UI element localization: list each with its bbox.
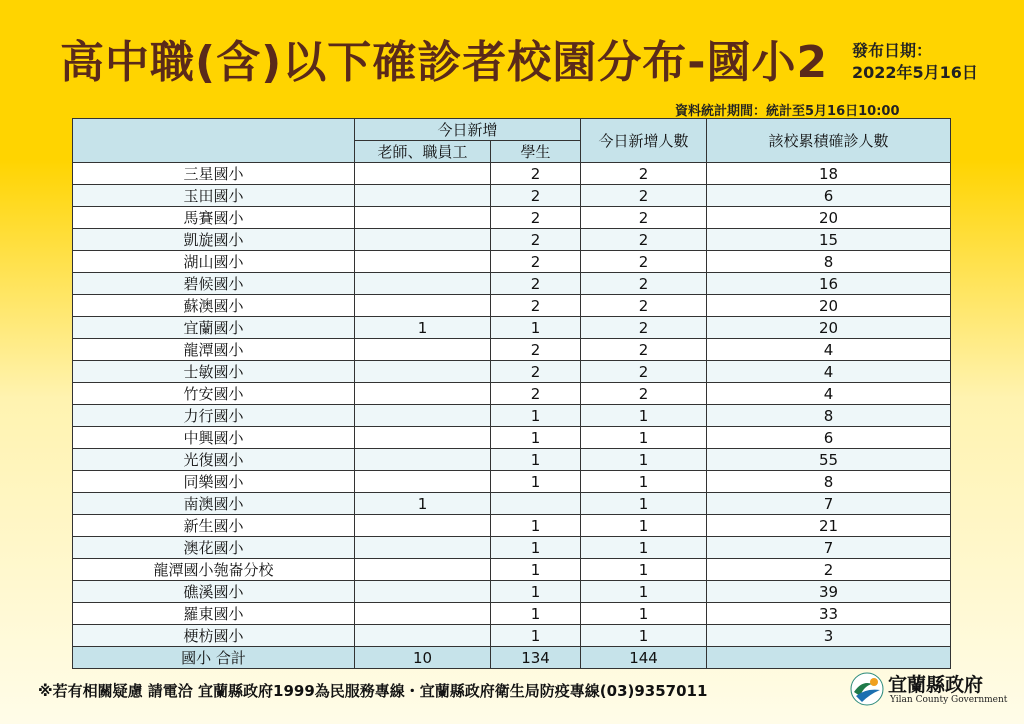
table-row [73,163,951,185]
cell-school: 玉田國小 [73,185,355,207]
cell-staff [355,229,491,251]
total-label: 國小 合計 [73,647,355,669]
table-row [73,493,951,515]
cell-cumulative: 18 [707,163,951,185]
cell-cumulative: 6 [707,185,951,207]
cell-student: 1 [491,427,581,449]
cell-school: 中興國小 [73,427,355,449]
cell-student: 2 [491,339,581,361]
cell-today: 1 [581,493,707,515]
cell-staff [355,163,491,185]
cell-cumulative: 55 [707,449,951,471]
cell-student: 1 [491,449,581,471]
table-row [73,405,951,427]
publish-date [852,40,978,84]
cell-school: 凱旋國小 [73,229,355,251]
cell-cumulative: 3 [707,625,951,647]
cell-school: 士敏國小 [73,361,355,383]
cell-today: 2 [581,383,707,405]
header-staff: 老師、職員工 [355,141,491,163]
cell-school: 澳花國小 [73,537,355,559]
cell-student: 1 [491,471,581,493]
cell-student: 1 [491,625,581,647]
cell-student: 1 [491,405,581,427]
cell-school: 碧候國小 [73,273,355,295]
cell-cumulative: 20 [707,207,951,229]
cell-school: 湖山國小 [73,251,355,273]
cell-today: 2 [581,295,707,317]
cell-staff [355,581,491,603]
table-row [73,383,951,405]
cell-student: 2 [491,229,581,251]
cell-cumulative: 8 [707,405,951,427]
table-row [73,581,951,603]
total-staff: 10 [355,647,491,669]
cell-today: 1 [581,625,707,647]
cell-student: 1 [491,515,581,537]
cell-school: 光復國小 [73,449,355,471]
cell-today: 2 [581,251,707,273]
cell-cumulative: 21 [707,515,951,537]
county-government-logo [850,670,1010,710]
cell-school: 新生國小 [73,515,355,537]
cell-student: 2 [491,207,581,229]
table-row [73,185,951,207]
table-row [73,537,951,559]
cell-school: 三星國小 [73,163,355,185]
cell-today: 1 [581,559,707,581]
cell-student: 2 [491,383,581,405]
cell-student [491,493,581,515]
cell-staff [355,427,491,449]
cell-student: 1 [491,603,581,625]
cell-staff [355,515,491,537]
cell-cumulative: 20 [707,295,951,317]
header-student: 學生 [491,141,581,163]
table-row [73,515,951,537]
contact-footer: ※若有相關疑慮 請電洽 宜蘭縣政府1999為民服務專線・宜蘭縣政府衛生局防疫專線(03)9357011 [38,682,708,700]
table-row [73,449,951,471]
cell-school: 力行國小 [73,405,355,427]
table-row [73,295,951,317]
cell-today: 2 [581,273,707,295]
cell-today: 2 [581,185,707,207]
cell-today: 1 [581,603,707,625]
cell-cumulative: 15 [707,229,951,251]
cell-school: 龍潭國小匏崙分校 [73,559,355,581]
logo-english: Yilan County Government [890,695,1008,705]
cell-staff: 1 [355,317,491,339]
cell-student: 2 [491,295,581,317]
table-row [73,603,951,625]
header-cumulative: 該校累積確診人數 [707,119,951,163]
cell-student: 1 [491,581,581,603]
cell-cumulative: 6 [707,427,951,449]
publish-date-label: 發布日期： [852,41,933,60]
cell-student: 1 [491,317,581,339]
total-today: 144 [581,647,707,669]
cell-today: 2 [581,361,707,383]
cell-student: 2 [491,163,581,185]
cell-today: 2 [581,163,707,185]
cell-staff [355,295,491,317]
cell-school: 竹安國小 [73,383,355,405]
cell-staff [355,383,491,405]
cell-staff [355,251,491,273]
cell-school: 宜蘭國小 [73,317,355,339]
table-row [73,251,951,273]
cell-school: 龍潭國小 [73,339,355,361]
cell-school: 蘇澳國小 [73,295,355,317]
table-row [73,427,951,449]
cell-cumulative: 8 [707,251,951,273]
total-student: 134 [491,647,581,669]
cell-school: 馬賽國小 [73,207,355,229]
total-cumulative [707,647,951,669]
cell-today: 2 [581,207,707,229]
cell-cumulative: 33 [707,603,951,625]
table-row [73,207,951,229]
yilan-county-emblem-icon [850,672,884,706]
table-row [73,625,951,647]
cell-staff [355,449,491,471]
cell-today: 1 [581,537,707,559]
cell-today: 1 [581,405,707,427]
cell-today: 1 [581,471,707,493]
cell-staff [355,361,491,383]
table-row [73,229,951,251]
cell-school: 礁溪國小 [73,581,355,603]
table-row [73,361,951,383]
table-row [73,273,951,295]
cell-staff [355,339,491,361]
cell-cumulative: 4 [707,383,951,405]
cell-staff [355,559,491,581]
table-row [73,339,951,361]
cell-student: 2 [491,361,581,383]
cell-cumulative: 4 [707,361,951,383]
cell-today: 1 [581,581,707,603]
table-row [73,559,951,581]
cell-student: 2 [491,185,581,207]
cell-student: 2 [491,273,581,295]
publish-date-value: 2022年5月16日 [852,63,978,82]
cell-staff [355,185,491,207]
cell-staff: 1 [355,493,491,515]
table-row [73,471,951,493]
cell-school: 同樂國小 [73,471,355,493]
cell-cumulative: 16 [707,273,951,295]
cell-today: 2 [581,229,707,251]
header-school [73,119,355,163]
statistics-period: 資料統計期間：統計至5月16日10:00 [675,104,900,119]
cell-staff [355,207,491,229]
cell-cumulative: 20 [707,317,951,339]
cell-school: 南澳國小 [73,493,355,515]
cell-student: 2 [491,251,581,273]
logo-name: 宜蘭縣政府 [888,674,984,696]
cell-staff [355,405,491,427]
cell-cumulative: 4 [707,339,951,361]
cell-today: 1 [581,427,707,449]
total-row [73,647,951,669]
cell-staff [355,273,491,295]
cell-student: 1 [491,559,581,581]
school-cases-table [72,118,951,669]
cell-today: 1 [581,515,707,537]
cell-school: 梗枋國小 [73,625,355,647]
cell-student: 1 [491,537,581,559]
header-today-total: 今日新增人數 [581,119,707,163]
cell-today: 1 [581,449,707,471]
cell-staff [355,625,491,647]
cell-cumulative: 8 [707,471,951,493]
table-row [73,317,951,339]
cell-cumulative: 2 [707,559,951,581]
cell-staff [355,603,491,625]
header-today-new-group: 今日新增 [355,119,581,141]
cell-staff [355,537,491,559]
cell-today: 2 [581,339,707,361]
cell-cumulative: 7 [707,537,951,559]
cell-today: 2 [581,317,707,339]
cell-staff [355,471,491,493]
page-title: 高中職(含)以下確診者校園分布-國小2 [60,37,829,88]
cell-school: 羅東國小 [73,603,355,625]
cell-cumulative: 7 [707,493,951,515]
cell-cumulative: 39 [707,581,951,603]
